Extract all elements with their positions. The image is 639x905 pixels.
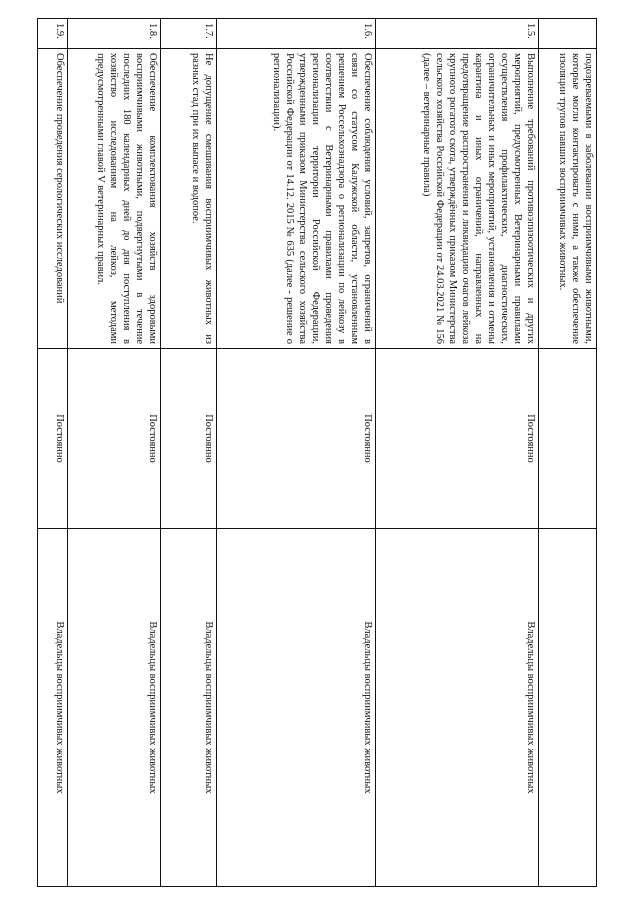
document-table bbox=[37, 18, 597, 887]
row-number: 1.7. bbox=[160, 19, 216, 49]
row-period: Постоянно bbox=[376, 349, 538, 529]
row-number: 1.9. bbox=[38, 19, 68, 49]
row-responsible bbox=[538, 529, 596, 887]
row-period: Постоянно bbox=[217, 349, 376, 529]
table-row bbox=[38, 19, 68, 887]
row-action: Выполнение требований противоэпизоотических и других мероприятий, предусмотренных Ветеринарными правилами осуществления профилактических, диагностических, ограничительных и иных мероприятий, установления и отмены карантина и иных ограничений, направленных на предотвращение распространения и ликвидацию очагов лейкоза крупного рогатого скота, утверждённых приказом Министерства сельского хозяйства Российской Федерации от 24.03.2021 № 156 (далее – ветеринарные правила) bbox=[376, 49, 538, 349]
row-responsible: Владельцы восприимчивых животных bbox=[376, 529, 538, 887]
table-row bbox=[68, 19, 161, 887]
row-period: Постоянно bbox=[68, 349, 161, 529]
row-action: Обеспечение проведения серологических исследований bbox=[38, 49, 68, 349]
row-number: 1.6. bbox=[217, 19, 376, 49]
row-responsible: Владельцы восприимчивых животных bbox=[160, 529, 216, 887]
row-responsible: Владельцы восприимчивых животных bbox=[217, 529, 376, 887]
row-action: Не допущение смешивания восприимчивых животных из разных стад при их выпасе и водопое. bbox=[160, 49, 216, 349]
table-row bbox=[538, 19, 596, 887]
row-action: Обеспечение комплектования хозяйств здоровыми восприимчивыми животными, подвергнутыми в течение последних 180 календарных дней до дня поступления в хозяйство исследованиям на лейкоз, методами предусмотренными главой V ветеринарных правил. bbox=[68, 49, 161, 349]
row-number bbox=[538, 19, 596, 49]
table-row bbox=[376, 19, 538, 887]
row-responsible: Владельцы восприимчивых животных bbox=[68, 529, 161, 887]
row-action: подозреваемыми в заболевании восприимчивыми животными, которые могли контактировать с ними, а также обеспечение изоляции трупов павших восприимчивых животных. bbox=[538, 49, 596, 349]
row-action: Обеспечение соблюдения условий, запретов, ограничений в связи со статусом Калужской области, установленным решением Россельхознадзора о регионализации по лейкозу в соответствии с Ветеринарными правилами проведения регионализации территории Российской Федерации, утвержденными приказом Министерства сельского хозяйства Российской Федерации от 14.12. 2015 № 635 (далее - решение о регионализации). bbox=[217, 49, 376, 349]
row-number: 1.8. bbox=[68, 19, 161, 49]
row-period: Постоянно bbox=[160, 349, 216, 529]
row-period bbox=[538, 349, 596, 529]
table-row bbox=[217, 19, 376, 887]
row-responsible: Владельцы восприимчивых животных bbox=[38, 529, 68, 887]
table-row bbox=[160, 19, 216, 887]
row-period: Постоянно bbox=[38, 349, 68, 529]
row-number: 1.5. bbox=[376, 19, 538, 49]
